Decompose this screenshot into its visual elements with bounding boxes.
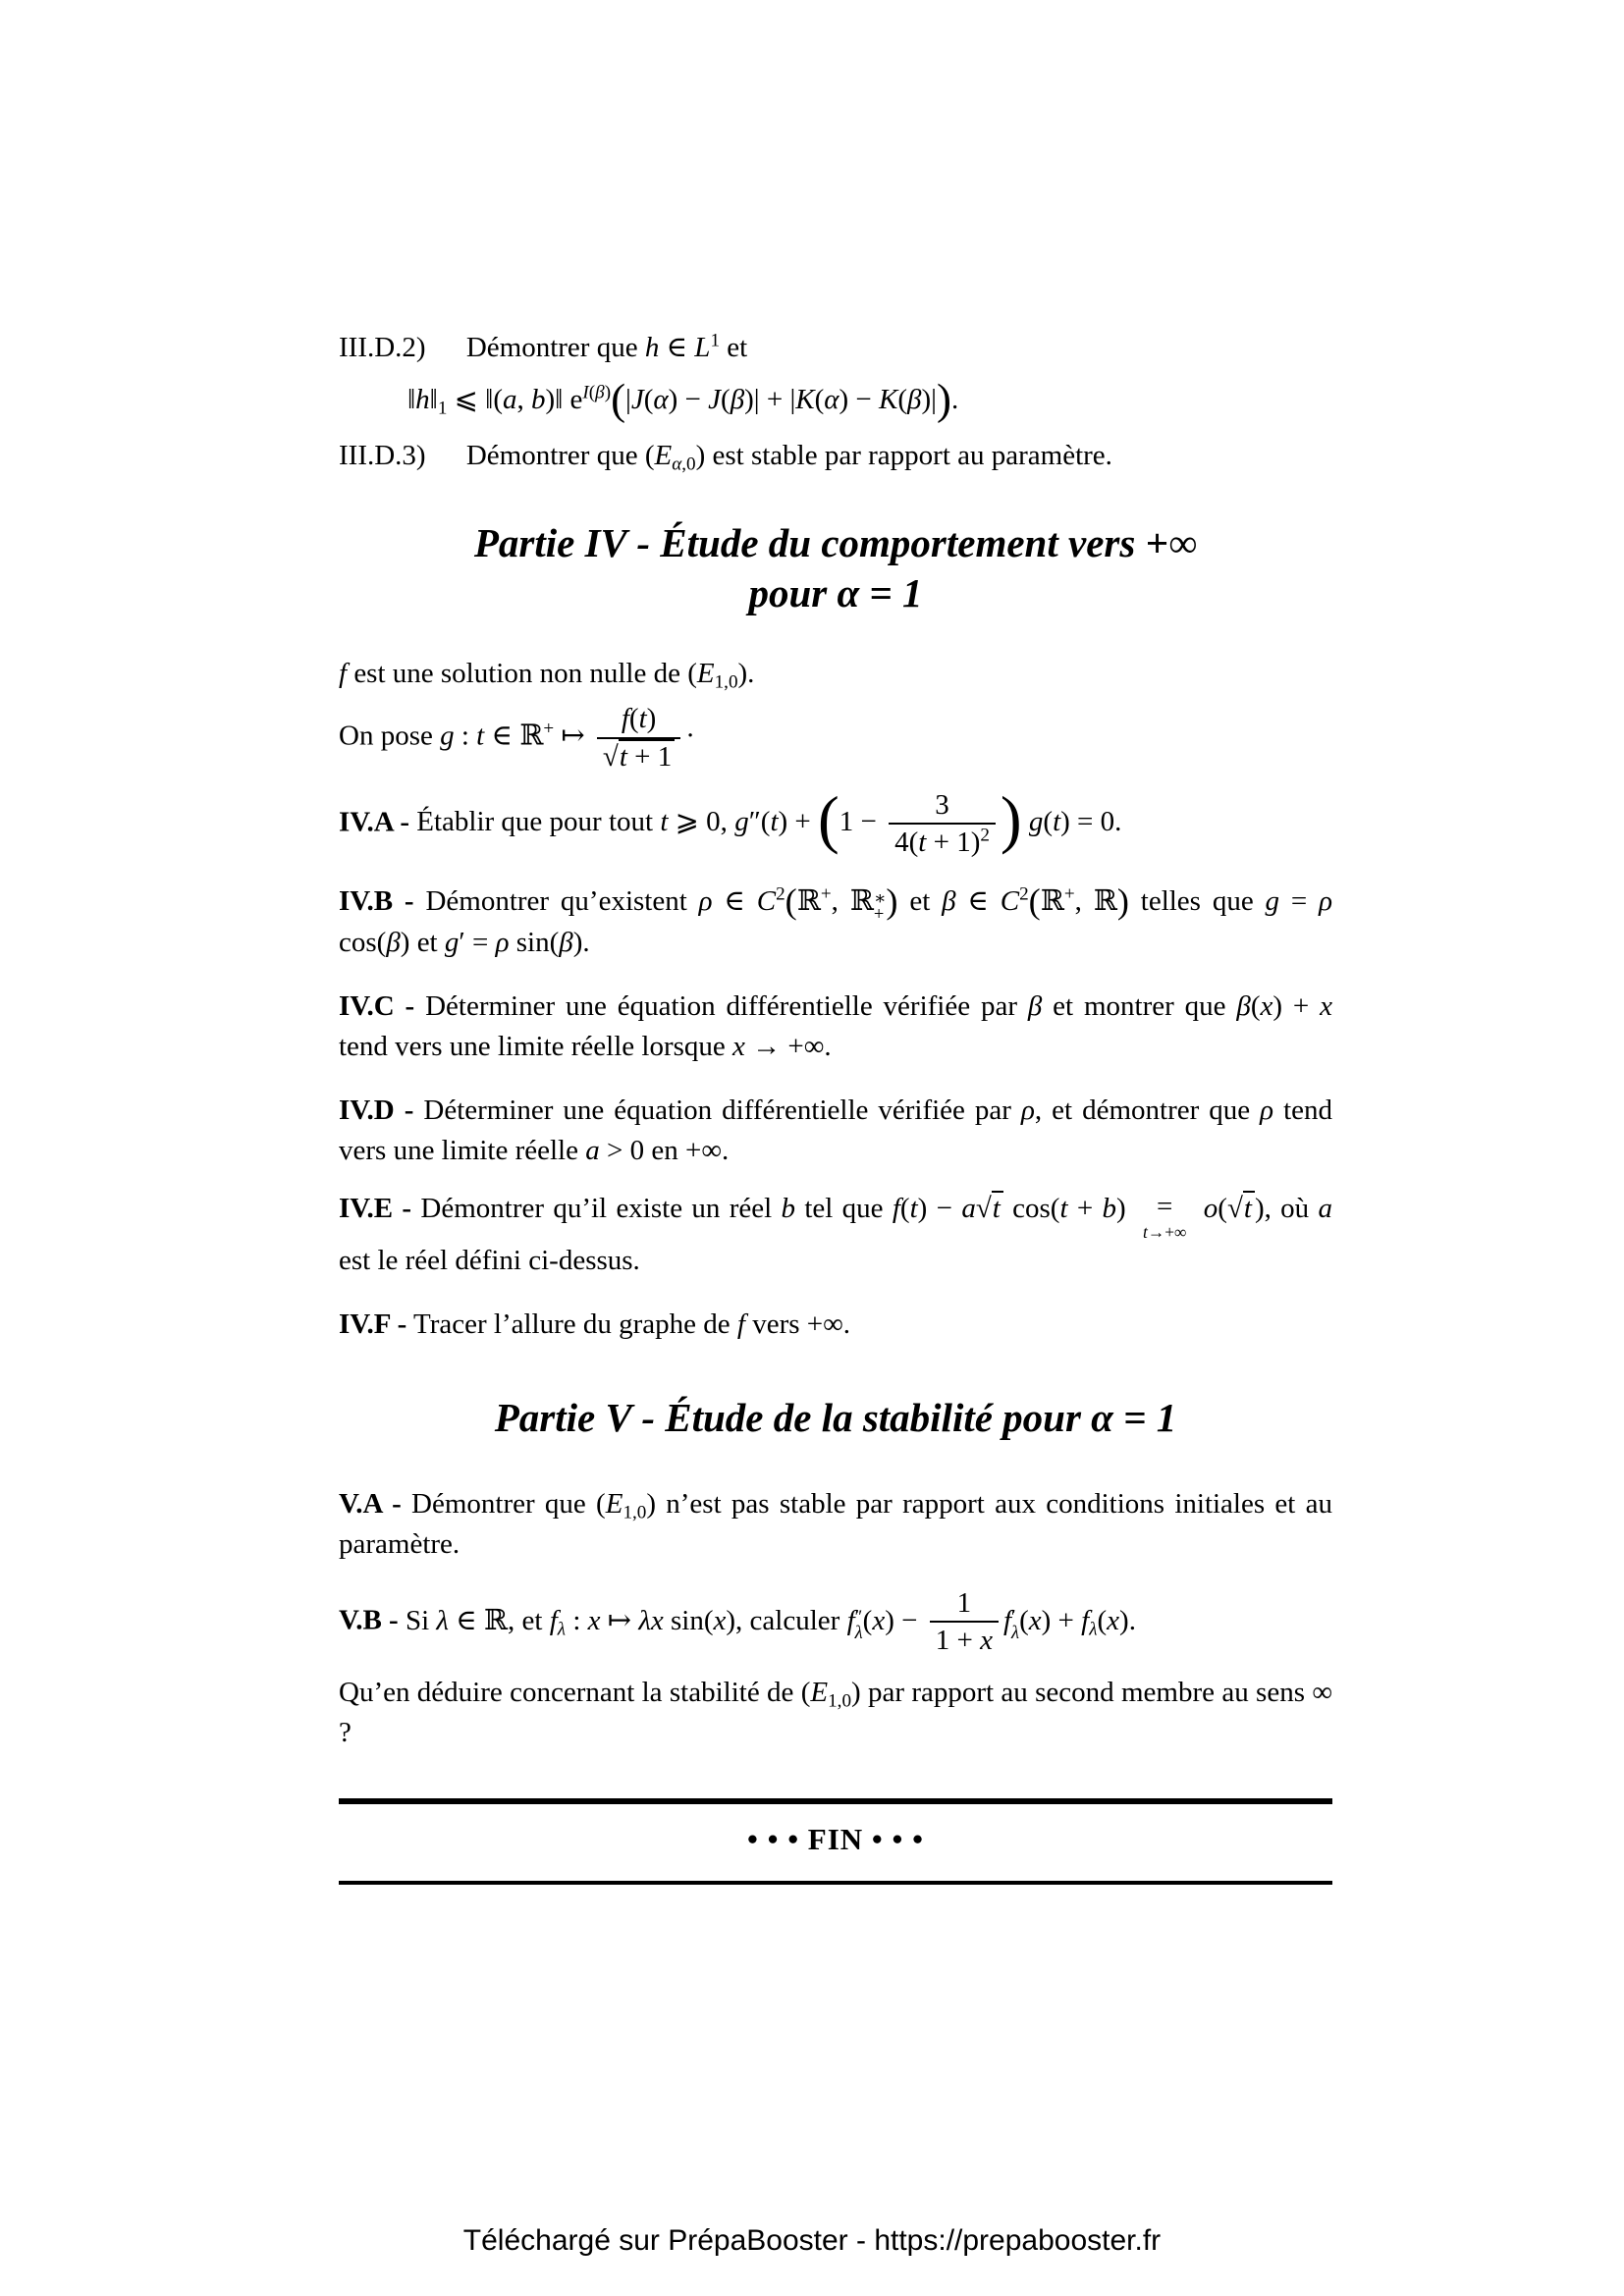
question-iv-e	[339, 1189, 1332, 1281]
intro-solution-f: f est une solution non nulle de $(E_{1,0})$.	[339, 658, 755, 693]
question-v-b-text: Si λ ∈ ℝ, et $f_\lambda$ : x ↦ λx sin(x), calculer f ″ λ (x) − $\frac{1}{1 + x}$ f ′ λ $(x) + f_\lambda(x)$.	[405, 1587, 1136, 1657]
question-iv-a-label: IV.A -	[339, 806, 409, 838]
question-iv-b-label: IV.B -	[339, 885, 414, 918]
question-iii-d2	[339, 328, 1332, 368]
question-iv-b-text: Démontrer qu’existent ρ ∈ $C^2(ℝ^+$, ℝ ∗ + ) et β ∈ $C^2(ℝ^+$, ℝ) telles que g = ρ cos(β) et g′ = ρ sin(β).	[339, 881, 1333, 958]
question-iv-f	[339, 1305, 1332, 1345]
question-iv-d-label: IV.D -	[339, 1095, 414, 1127]
fin-block	[339, 1798, 1332, 1885]
question-iii-d2-number: III.D.2)	[339, 332, 426, 363]
question-iv-e-text: Démontrer qu’il existe un réel b tel que f(t) − a√t cos(t + b) = t→+∞ o(√t ), où a est le réel défini ci-dessus.	[339, 1190, 1332, 1277]
content-column	[339, 328, 1332, 1885]
question-iv-d-text: Déterminer une équation différentielle vérifiée par ρ, et démontrer que ρ tend vers une limite réelle a > 0 en +∞.	[339, 1095, 1332, 1167]
question-iv-c	[339, 987, 1332, 1067]
question-v-a	[339, 1484, 1332, 1565]
question-iii-d3-text: Démontrer que $(E_{\alpha,0})$ est stable par rapport au paramètre.	[465, 440, 1112, 475]
fin-rule-bottom	[339, 1881, 1332, 1885]
footer-source-text: Téléchargé sur PrépaBooster - https://prepabooster.fr	[462, 2224, 1162, 2257]
fin-rule-top	[339, 1798, 1332, 1804]
conclusion-question: Qu’en déduire concernant la stabilité de $(E_{1,0})$ par rapport au second membre au sens ∞ ?	[339, 1676, 1332, 1748]
question-iv-a	[339, 784, 1332, 859]
question-iii-d2-text: Démontrer que h ∈ $L^1$ et	[465, 330, 748, 363]
part4-heading-line2: pour α = 1	[748, 569, 923, 615]
question-v-a-text: Démontrer que $(E_{1,0})$ n’est pas stable par rapport aux conditions initiales et au paramètre.	[339, 1487, 1332, 1560]
display-formula-norm-inequality: $‖h‖_1$ ⩽ ‖(a, b)‖ $e^{I(\beta)}(|J(\alpha) - J(\beta)| + |K(\alpha) - K(\beta)|)$.	[407, 374, 959, 424]
fin-label: • • • FIN • • •	[746, 1822, 924, 1857]
question-iv-d	[339, 1091, 1332, 1171]
question-iv-c-label: IV.C -	[339, 989, 415, 1022]
part5-heading	[339, 1393, 1332, 1443]
part4-heading-line1: Partie IV - Étude du comportement vers +∞	[473, 519, 1198, 565]
part4-heading	[339, 518, 1332, 619]
question-iv-f-label: IV.F -	[339, 1308, 407, 1341]
question-iv-b	[339, 881, 1332, 962]
question-iv-e-label: IV.E -	[339, 1193, 412, 1225]
question-iv-f-text: Tracer l’allure du graphe de f vers +∞.	[413, 1308, 851, 1341]
question-iii-d3	[339, 436, 1332, 476]
question-v-b-label: V.B -	[339, 1604, 399, 1636]
intro-definition-g: On pose g : t ∈ ℝ+ ↦ $\frac{f(t)}{√t + 1}$ ·	[339, 703, 695, 773]
question-iv-a-text: Établir que pour tout t ⩾ 0, g″(t) + (1 − $\frac{3}{4(t + 1)^2}$ ) g(t) = 0.	[416, 784, 1122, 859]
part5-heading-line1: Partie V - Étude de la stabilité pour α = 1	[494, 1394, 1177, 1440]
question-v-a-label: V.A -	[339, 1487, 402, 1520]
question-v-b	[339, 1588, 1332, 1657]
question-iii-d3-number: III.D.3)	[339, 440, 426, 472]
question-iv-c-text: Déterminer une équation différentielle vérifiée par β et montrer que β(x) + x tend vers une limite réelle lorsque x → +∞.	[339, 989, 1333, 1062]
